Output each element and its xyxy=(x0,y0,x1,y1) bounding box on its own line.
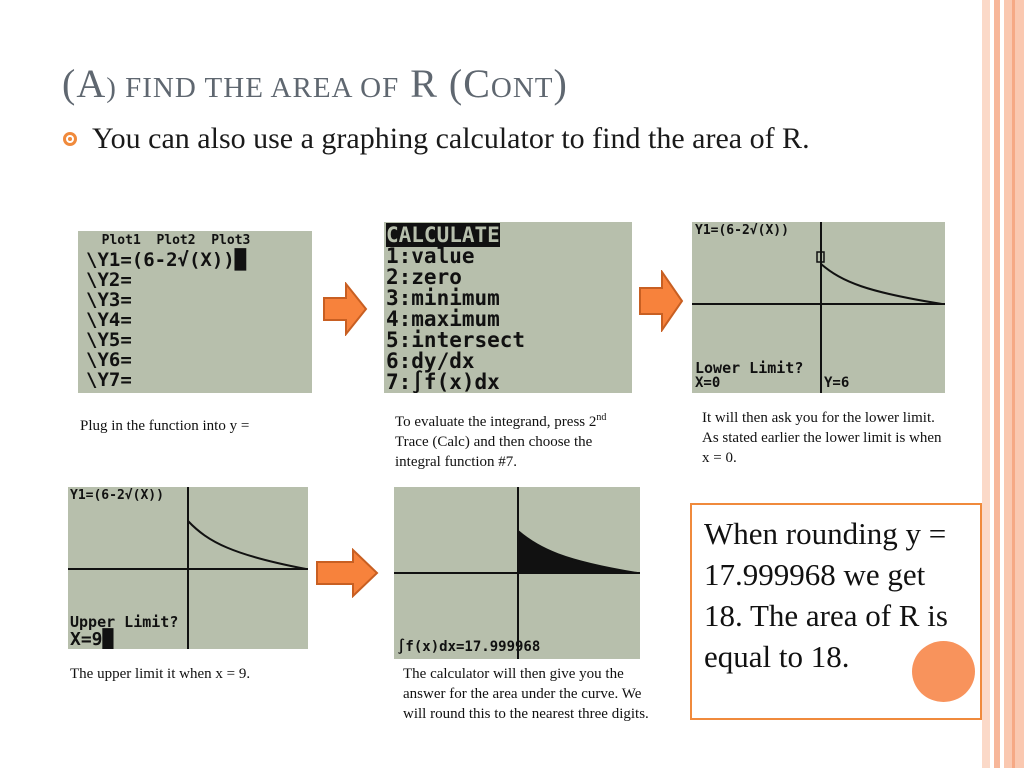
screen-line: \Y6= xyxy=(86,349,132,371)
decor-stripe xyxy=(994,0,1000,768)
screen-line: \Y7= xyxy=(86,369,132,391)
menu-item: 7:∫f(x)dx xyxy=(386,370,500,393)
caption-plug-in: Plug in the function into y = xyxy=(80,418,250,434)
caption-upper-limit: The upper limit it when x = 9. xyxy=(70,666,251,682)
screen-line: \Y2= xyxy=(86,269,132,291)
prompt-label: Lower Limit? xyxy=(695,359,804,377)
calc-screen-upper-limit xyxy=(68,487,308,649)
calc-screen-integral-result xyxy=(394,487,640,659)
right-arrow-icon xyxy=(638,270,684,332)
screen-line: Plot1 Plot2 Plot3 xyxy=(86,233,251,248)
prompt-label: Upper Limit? xyxy=(70,613,179,631)
decor-stripe xyxy=(1012,0,1015,768)
caption-calculate: To evaluate the integrand, press 2nd Trace (Calc) and then choose the integral function #7. xyxy=(395,412,607,470)
right-arrow-icon xyxy=(322,282,368,336)
bullet-icon xyxy=(63,132,77,146)
menu-item: 2:zero xyxy=(386,265,462,289)
function-label: Y1=(6-2√(X)) xyxy=(70,488,164,503)
graph xyxy=(394,487,640,659)
calc-screen-y-editor xyxy=(78,231,312,393)
calc-screen-calculate-menu xyxy=(384,222,632,393)
menu-item: 4:maximum xyxy=(386,307,500,331)
conclusion-callout: When rounding y = 17.999968 we get 18. The area of R is equal to 18. xyxy=(690,503,982,720)
function-label: Y1=(6-2√(X)) xyxy=(695,223,789,238)
y-value: Y=6 xyxy=(824,375,850,391)
slide-title: (A) FIND THE AREA OF R (CONT) xyxy=(62,61,568,106)
menu-item: 6:dy/dx xyxy=(386,349,475,373)
decor-stripe xyxy=(982,0,990,768)
menu-item: 3:minimum xyxy=(386,286,500,310)
caption-result: The calculator will then give you the answer for the area under the curve. We will round this to the nearest three digits. xyxy=(403,666,649,722)
bullet-text: You can also use a graphing calculator to find the area of R. xyxy=(92,122,810,155)
screen-line: \Y1=(6-2√(X))█ xyxy=(86,249,247,271)
x-value: X=0 xyxy=(695,375,721,391)
menu-header: CALCULATE xyxy=(386,223,500,247)
x-value: X=9█ xyxy=(70,629,114,649)
screen-line: \Y4= xyxy=(86,309,132,331)
screen-line: \Y5= xyxy=(86,329,132,351)
caption-lower-limit: It will then ask you for the lower limit. As stated earlier the lower limit is when x = 0. xyxy=(702,410,942,466)
calc-screen-lower-limit xyxy=(692,222,945,393)
menu-item: 5:intersect xyxy=(386,328,526,352)
menu-item: 1:value xyxy=(386,244,475,268)
screen-line: \Y3= xyxy=(86,289,132,311)
decor-circle xyxy=(912,641,975,702)
result-label: ∫f(x)dx=17.999968 xyxy=(397,639,541,655)
right-arrow-icon xyxy=(315,548,379,598)
